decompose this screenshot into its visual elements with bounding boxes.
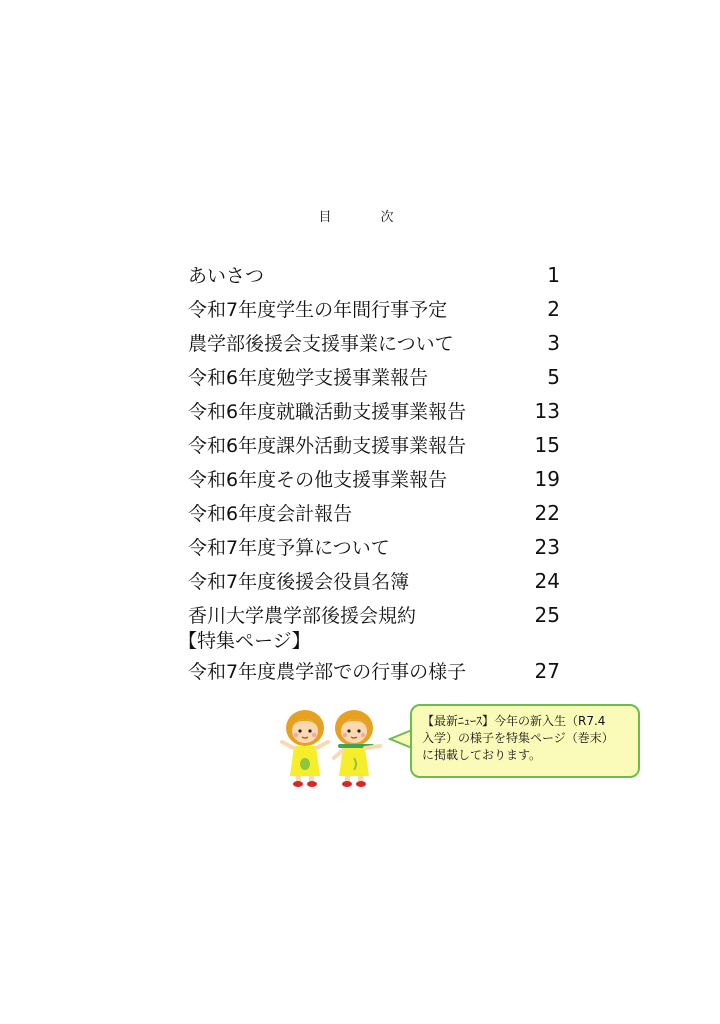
toc-entry[interactable]: [188, 360, 560, 394]
toc-entry[interactable]: [188, 394, 560, 428]
toc-entry[interactable]: [188, 496, 560, 530]
toc-entry-page: 2: [547, 297, 560, 321]
toc-entry-label: 令和7年度後援会役員名簿: [188, 571, 410, 593]
toc-entry-label: 令和6年度その他支援事業報告: [188, 469, 448, 491]
toc-entry-label: 令和6年度課外活動支援事業報告: [188, 435, 467, 457]
toc-entry-page: 1: [547, 263, 560, 287]
toc-entry-label: 香川大学農学部後援会規約: [188, 605, 417, 627]
toc-entry-page: 3: [547, 331, 560, 355]
toc-entry[interactable]: [188, 258, 560, 292]
toc-entry-label: 令和7年度学生の年間行事予定: [188, 299, 448, 321]
toc-entry[interactable]: [188, 530, 560, 564]
table-of-contents: [188, 258, 560, 632]
toc-entry-label: 令和7年度農学部での行事の様子: [188, 661, 467, 683]
toc-entry[interactable]: [188, 428, 560, 462]
toc-entry-label: 令和6年度会計報告: [188, 503, 353, 525]
toc-entry-label: 令和6年度就職活動支援事業報告: [188, 401, 467, 423]
toc-entry-page: 25: [534, 603, 560, 627]
toc-entry[interactable]: [188, 564, 560, 598]
toc-entry-page: 23: [534, 535, 560, 559]
right-mascot: [334, 710, 380, 787]
news-speech-bubble: [410, 704, 640, 778]
toc-entry-label: あいさつ: [188, 265, 265, 287]
toc-title: 目 次: [318, 210, 412, 225]
toc-entry-page: 5: [547, 365, 560, 389]
toc-entry-page: 19: [534, 467, 560, 491]
toc-entry-page: 15: [534, 433, 560, 457]
mascot-pair-icon: [276, 704, 386, 788]
special-section-heading: 【特集ページ】: [178, 630, 311, 652]
news-line: 入学）の様子を特集ページ（巻末）: [422, 731, 614, 745]
toc-entry-page: 13: [534, 399, 560, 423]
toc-entry-page: 27: [534, 659, 560, 683]
toc-entry-page: 24: [534, 569, 560, 593]
news-line: 【最新ﾆｭｰｽ】今年の新入生（R7.4: [422, 714, 606, 728]
toc-entry[interactable]: [188, 292, 560, 326]
toc-entry[interactable]: [188, 326, 560, 360]
toc-entry-label: 令和7年度予算について: [188, 537, 390, 559]
toc-entry[interactable]: [188, 598, 560, 632]
news-line: に掲載しております。: [422, 748, 542, 762]
toc-entry-page: 22: [534, 501, 560, 525]
toc-entry[interactable]: [188, 462, 560, 496]
toc-entry-label: 令和6年度勉学支援事業報告: [188, 367, 429, 389]
special-toc-entry[interactable]: [188, 654, 560, 688]
toc-entry-label: 農学部後援会支援事業について: [188, 333, 454, 355]
left-mascot: [282, 710, 328, 787]
